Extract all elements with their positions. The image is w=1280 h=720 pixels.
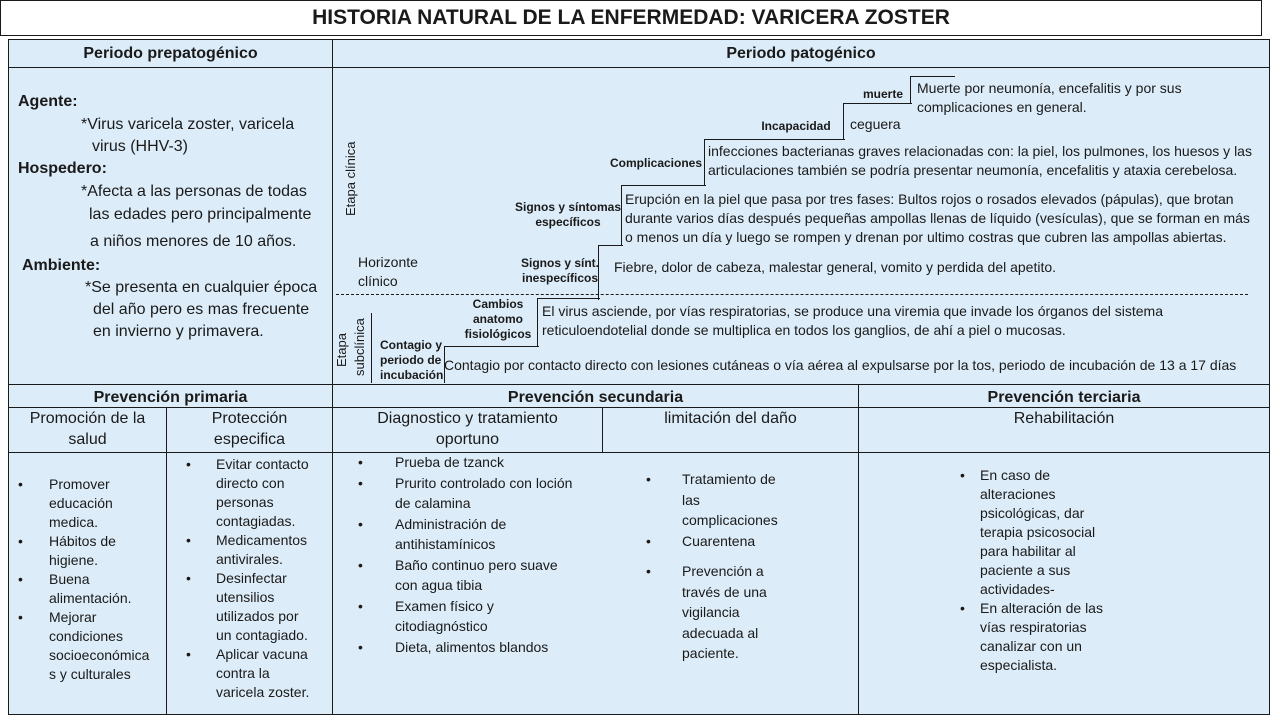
item-line: antivirales.: [216, 551, 283, 567]
prevencion-secundaria-header: Prevención secundaria: [507, 389, 684, 406]
bullet-icon: •: [18, 533, 23, 549]
item-line: varicela zoster.: [216, 684, 310, 700]
item-line: Cuarentena: [682, 532, 756, 549]
etapa-subclinica-label-1: Etapa: [334, 333, 349, 367]
prevencion-primaria-header: Prevención primaria: [93, 389, 248, 406]
step-label-line: específicos: [535, 215, 601, 229]
item-line: socioeconómica: [49, 647, 150, 663]
step-label-complicaciones: [608, 156, 704, 171]
item-line: canalizar con un: [980, 638, 1082, 654]
item-line: Medicamentos: [216, 532, 308, 548]
item-line: Mejorar: [49, 609, 97, 625]
item-line: educación: [49, 495, 113, 511]
prevencion-primaria-cell: [8, 384, 333, 408]
bullet-icon: •: [358, 474, 363, 491]
list-item: [358, 452, 572, 473]
item-line: personas: [216, 494, 274, 510]
prepatogenico-header-cell: [8, 39, 333, 68]
item-line: s y culturales: [49, 666, 131, 682]
item-line: alimentación.: [49, 590, 132, 606]
prevencion-secundaria-cell: [332, 384, 859, 408]
item-line: directo con: [216, 475, 285, 491]
bullet-icon: •: [358, 597, 363, 614]
step-desc-muerte: [917, 79, 1182, 117]
promocion-header-cell: [8, 407, 167, 453]
item-line: paciente.: [682, 645, 739, 661]
list-item: [960, 599, 1103, 675]
rehabilitacion-list: [960, 466, 1103, 675]
proteccion-header-line-2: especifica: [213, 431, 286, 448]
etapa-clinica-label: Etapa clínica: [343, 141, 358, 216]
step-label-line: Incapacidad: [761, 119, 831, 133]
list-item: [358, 596, 572, 637]
bullet-icon: •: [358, 515, 363, 532]
step-label-contagio: [380, 338, 446, 383]
step-label-inespecificos: [518, 256, 602, 286]
step-desc-incapacidad: [850, 115, 901, 134]
agente-line-2: virus (HHV-3): [92, 138, 189, 155]
hospedero-line-2: las edades pero principalmente: [89, 206, 312, 223]
agente-line-1: *Virus varicela zoster, varicela: [81, 116, 295, 133]
item-line: alteraciones: [980, 486, 1056, 502]
item-line: vías respiratorias: [980, 619, 1087, 635]
item-line: Prurito controlado con loción: [395, 474, 573, 491]
step-desc-line: Erupción en la piel que pasa por tres fases: Bultos rojos o rosados elevados (pápulas), que brotan: [625, 191, 1234, 207]
horizonte-line: [336, 294, 1248, 295]
item-line: vigilancia: [682, 604, 740, 620]
step-desc-line: o menos un día y luego se rompen y drenan por ultimo costras que cubren las ampollas abiertas.: [625, 229, 1227, 245]
step-desc-line: articulaciones también se podría presentar neumonía, encefalitis y ataxia cerebelosa.: [708, 162, 1238, 178]
bullet-icon: •: [186, 646, 191, 662]
bullet-icon: •: [358, 556, 363, 573]
bullet-icon: •: [186, 532, 191, 548]
list-item: [18, 608, 149, 684]
patogenico-header-cell: [332, 39, 1270, 68]
item-line: citodiagnóstico: [395, 618, 488, 634]
prevencion-terciaria-cell: [858, 384, 1270, 408]
item-line: Prevención a: [682, 563, 764, 579]
step-label-line: Signos y sínt.: [520, 256, 599, 270]
horizonte-label-1: Horizonte: [358, 254, 418, 270]
step-desc-line: infecciones bacterianas graves relacionadas con: la piel, los pulmones, los huesos y las: [708, 143, 1252, 159]
step-desc-line: Contagio por contacto directo con lesiones cutáneas o vía aérea al expulsarse por la tos, periodo de incubación de 13 a 17 días: [444, 357, 1237, 373]
bullet-icon: •: [186, 456, 191, 472]
list-item: [358, 637, 572, 658]
item-line: Baño continuo pero suave: [395, 556, 558, 573]
proteccion-list: [186, 455, 309, 702]
diagnostico-header-line-1: Diagnostico y tratamiento: [377, 410, 558, 427]
item-line: través de una: [682, 583, 767, 600]
step-label-line: muerte: [862, 87, 903, 101]
item-line: contra la: [216, 665, 270, 681]
proteccion-header-cell: [166, 407, 333, 453]
bullet-icon: •: [358, 638, 363, 655]
hospedero-line-3: a niños menores de 10 años.: [90, 233, 297, 250]
list-item: [18, 570, 149, 608]
bullet-icon: •: [646, 532, 651, 549]
bullet-icon: •: [358, 454, 363, 470]
bullet-icon: •: [646, 471, 651, 487]
step-desc-line: ceguera: [850, 116, 901, 132]
step-desc-especificos: [625, 190, 1250, 247]
item-line: Desinfectar: [216, 570, 287, 586]
step-desc-line: Fiebre, dolor de cabeza, malestar general, vomito y perdida del apetito.: [614, 259, 1057, 275]
rehabilitacion-header-cell: [858, 407, 1270, 453]
promocion-header-line-2: salud: [68, 431, 107, 448]
prepatogenico-header: Periodo prepatogénico: [83, 45, 258, 62]
list-item: [646, 561, 778, 664]
hospedero-line-1: *Afecta a las personas de todas: [81, 183, 307, 200]
step-desc-line: El virus asciende, por vías respiratorias, se produce una viremia que invade los órganos del sistema: [542, 303, 1163, 319]
item-line: Tratamiento de: [682, 471, 776, 487]
step-label-line: Complicaciones: [609, 156, 703, 170]
prevencion-terciaria-header: Prevención terciaria: [987, 389, 1141, 406]
item-line: paciente a sus: [980, 562, 1071, 578]
list-item: [186, 645, 309, 702]
item-line: las: [682, 491, 700, 508]
item-line: Evitar contacto: [216, 456, 309, 472]
item-line: psicológicas, dar: [980, 505, 1085, 521]
item-line: contagiadas.: [216, 513, 296, 529]
horizonte-label-2: clínico: [358, 273, 398, 289]
bullet-icon: •: [186, 570, 191, 586]
item-line: actividades-: [980, 581, 1055, 597]
promocion-header-line-1: Promoción de la: [29, 410, 146, 427]
list-item: [18, 532, 149, 570]
step-label-line: inespecíficos: [521, 271, 599, 285]
step-label-line: incubación: [380, 368, 444, 382]
list-item: [186, 455, 309, 531]
limitacion-list: [646, 469, 778, 664]
item-line: Administración de: [395, 515, 507, 532]
diagnostico-list: [358, 452, 572, 657]
diagnostico-header-cell: [332, 407, 603, 453]
step-label-incapacidad: [756, 119, 836, 134]
subclinica-bracket: [371, 313, 372, 383]
limitacion-header-cell: [602, 407, 859, 453]
list-item: [646, 531, 778, 552]
item-line: complicaciones: [682, 512, 778, 528]
list-item: [646, 469, 778, 531]
hospedero-label: Hospedero:: [18, 160, 107, 177]
item-line: con agua tibia: [395, 577, 483, 593]
promocion-list: [18, 475, 149, 684]
patogenico-header: Periodo patogénico: [726, 45, 876, 62]
item-line: especialista.: [980, 657, 1058, 673]
item-line: antihistamínicos: [395, 536, 496, 552]
item-line: Prueba de tzanck: [395, 454, 504, 470]
step-desc-inespecificos: [614, 258, 1056, 277]
item-line: adecuada al: [682, 624, 759, 641]
ambiente-line-1: *Se presenta en cualquier época: [85, 279, 318, 296]
step-label-cambios: [460, 297, 536, 342]
bullet-icon: •: [646, 563, 651, 579]
list-item: [186, 569, 309, 645]
list-item: [18, 475, 149, 532]
bullet-icon: •: [18, 571, 23, 587]
item-line: de calamina: [395, 495, 471, 511]
step-label-line: periodo de: [380, 353, 442, 367]
etapa-subclinica-label-2: subclínica: [352, 318, 367, 376]
item-line: terapia psicosocial: [980, 524, 1096, 540]
item-line: Examen físico y: [395, 597, 494, 614]
step-label-muerte: [856, 87, 910, 102]
step-label-especificos: [512, 200, 624, 230]
step-label-line: fisiológicos: [464, 327, 532, 341]
step-label-line: Contagio y: [380, 338, 442, 352]
ambiente-line-3: en invierno y primavera.: [93, 323, 264, 340]
rehabilitacion-header-line-1: Rehabilitación: [1013, 410, 1115, 427]
proteccion-header-line-1: Protección: [211, 410, 288, 427]
item-line: Dieta, alimentos blandos: [395, 638, 549, 655]
step-desc-line: Muerte por neumonía, encefalitis y por sus: [917, 80, 1182, 96]
item-line: Hábitos de: [49, 533, 116, 549]
item-line: para habilitar al: [980, 543, 1076, 559]
item-line: condiciones: [49, 628, 123, 644]
item-line: Aplicar vacuna: [216, 646, 308, 662]
item-line: medica.: [49, 514, 99, 530]
step-label-line: Signos y síntomas: [514, 200, 622, 214]
page-title: HISTORIA NATURAL DE LA ENFERMEDAD: VARICERA ZOSTER: [0, 0, 1262, 36]
diagnostico-header-line-2: oportuno: [435, 431, 500, 448]
item-line: higiene.: [49, 552, 99, 568]
item-line: utilizados por: [216, 608, 299, 624]
list-item: [358, 514, 572, 555]
step-label-line: Cambios: [472, 297, 524, 311]
item-line: En alteración de las: [980, 600, 1103, 616]
list-item: [186, 531, 309, 569]
step-desc-line: reticuloendotelial donde se multiplica en todos los ganglios, de ahí a piel o mucosas.: [542, 322, 1066, 338]
step-label-line: anatomo: [472, 312, 523, 326]
bullet-icon: •: [18, 609, 23, 625]
item-line: Promover: [49, 476, 110, 492]
list-item: [960, 466, 1103, 599]
step-desc-cambios: [542, 302, 1163, 340]
step-desc-complicaciones: [708, 142, 1252, 180]
bullet-icon: •: [18, 476, 23, 492]
list-item: [358, 473, 572, 514]
step-desc-contagio: [444, 356, 1236, 375]
limitacion-header-line-1: limitación del daño: [664, 410, 797, 427]
item-line: Buena: [49, 571, 90, 587]
bullet-icon: •: [960, 600, 965, 616]
item-line: un contagiado.: [216, 627, 308, 643]
agente-label: Agente:: [18, 93, 78, 110]
list-item: [358, 555, 572, 596]
ambiente-label: Ambiente:: [22, 257, 101, 274]
bullet-icon: •: [960, 467, 965, 483]
ambiente-line-2: del año pero es mas frecuente: [93, 301, 310, 318]
step-desc-line: durante varios días después pequeñas ampollas llenas de líquido (vesículas), que se forman en más: [625, 210, 1250, 226]
item-line: utensilios: [216, 589, 275, 605]
step-desc-line: complicaciones en general.: [917, 99, 1087, 115]
item-line: En caso de: [980, 467, 1051, 483]
